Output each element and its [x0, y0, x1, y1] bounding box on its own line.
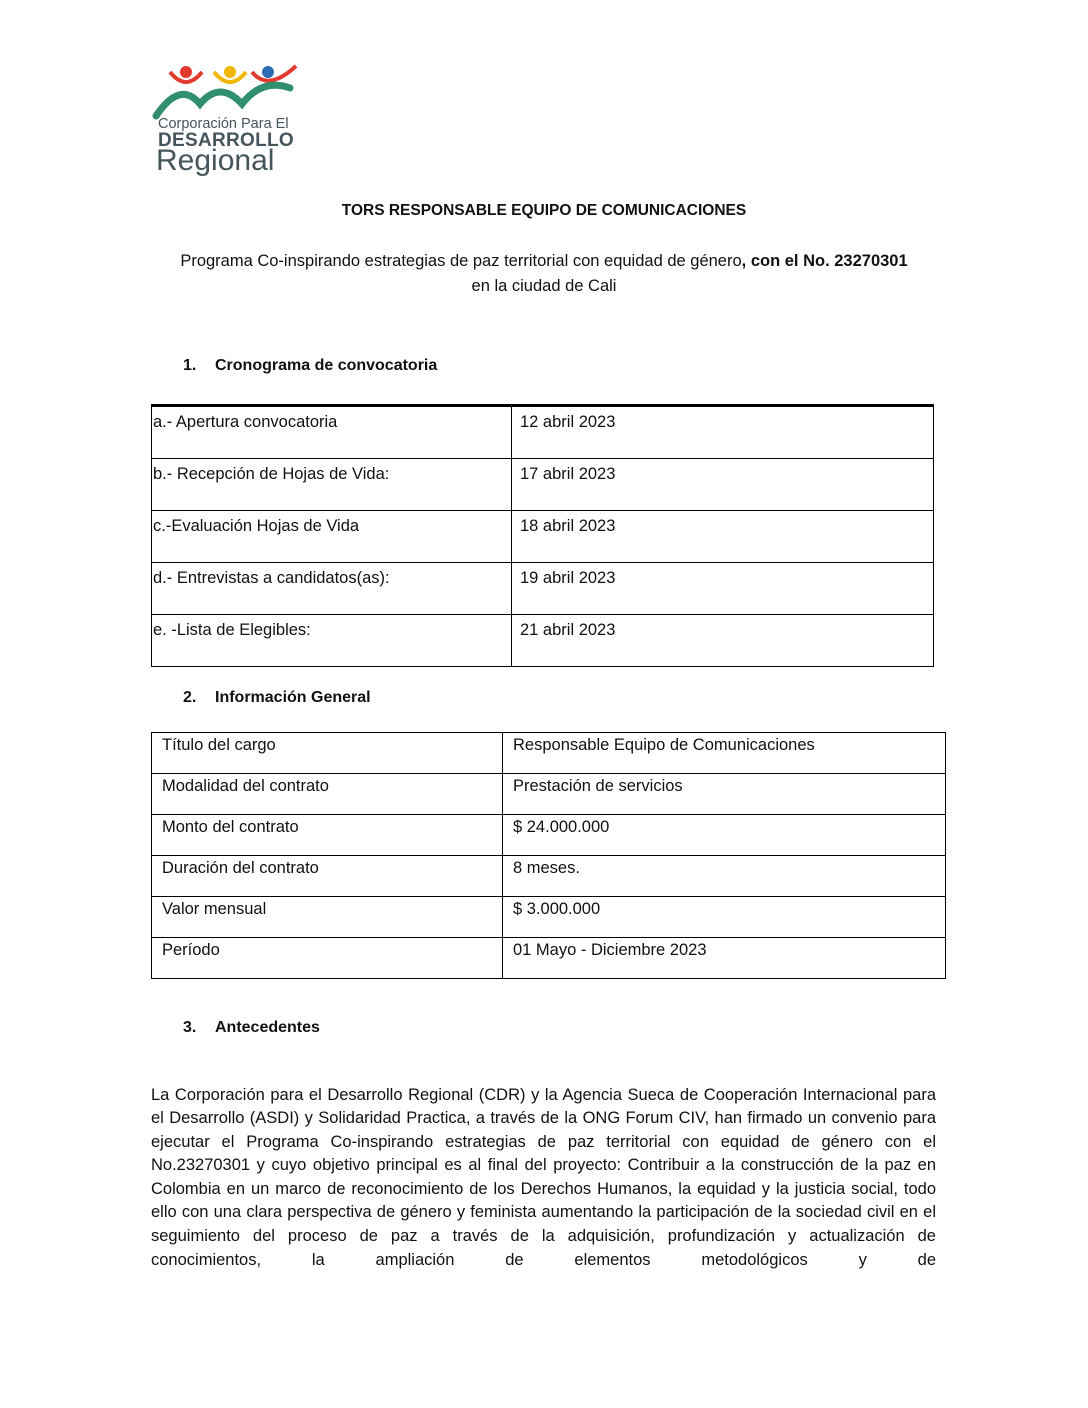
- logo-text-line2: DESARROLLO: [158, 130, 294, 151]
- subtitle-program: Programa Co-inspirando estrategias de paz territorial con equidad de género: [180, 252, 742, 270]
- organization-logo: [150, 58, 310, 178]
- info-label: Período: [152, 938, 503, 979]
- section-number: 2.: [183, 689, 197, 706]
- table-row: [152, 815, 946, 856]
- info-label: Duración del contrato: [152, 856, 503, 897]
- table-row: [152, 406, 934, 459]
- section-heading-informacion: [183, 689, 371, 707]
- subtitle-city: en la ciudad de Cali: [471, 277, 617, 295]
- table-row: [152, 563, 934, 615]
- schedule-label: d.- Entrevistas a candidatos(as):: [152, 563, 512, 615]
- table-row: [152, 615, 934, 667]
- schedule-label: c.-Evaluación Hojas de Vida: [152, 511, 512, 563]
- table-row: [152, 511, 934, 563]
- schedule-date: 17 abril 2023: [512, 459, 934, 511]
- info-label: Monto del contrato: [152, 815, 503, 856]
- schedule-date: 19 abril 2023: [512, 563, 934, 615]
- schedule-label: e. -Lista de Elegibles:: [152, 615, 512, 667]
- table-row: [152, 733, 946, 774]
- info-value: 01 Mayo - Diciembre 2023: [503, 938, 946, 979]
- section-heading-cronograma: [183, 357, 437, 375]
- table-row: [152, 774, 946, 815]
- general-info-table: [151, 732, 946, 979]
- info-value: $ 24.000.000: [503, 815, 946, 856]
- schedule-table: [151, 404, 934, 667]
- schedule-label: b.- Recepción de Hojas de Vida:: [152, 459, 512, 511]
- section-title: Información General: [215, 689, 371, 706]
- section-number: 3.: [183, 1019, 197, 1036]
- section-number: 1.: [183, 357, 197, 374]
- table-row: [152, 459, 934, 511]
- info-value: $ 3.000.000: [503, 897, 946, 938]
- logo-text-line1: Corporación Para El: [158, 116, 289, 132]
- table-row: [152, 938, 946, 979]
- schedule-date: 12 abril 2023: [512, 406, 934, 459]
- schedule-label: a.- Apertura convocatoria: [152, 406, 512, 459]
- section-title: Antecedentes: [215, 1019, 320, 1036]
- info-label: Valor mensual: [152, 897, 503, 938]
- schedule-date: 18 abril 2023: [512, 511, 934, 563]
- info-label: Título del cargo: [152, 733, 503, 774]
- subtitle-program-number: , con el No. 23270301: [741, 252, 908, 270]
- section-heading-antecedentes: [183, 1019, 320, 1037]
- table-row: [152, 897, 946, 938]
- antecedentes-paragraph: La Corporación para el Desarrollo Regional (CDR) y la Agencia Sueca de Cooperación Internacional para el Desarrollo (ASDI) y Solidaridad Practica, a través de la ONG Forum CIV, han firmado un convenio para ejecutar el Programa Co-inspirando estrategias de paz territorial con equidad de género con el No.23270301 y cuyo objetivo principal es al final del proyecto: Contribuir a la construcción de la paz en Colombia en un marco de reconocimiento de los Derechos Humanos, la equidad y la justicia social, todo ello con una clara perspectiva de género y feminista aumentando la participación de la sociedad civil en el seguimiento del proceso de paz a través de la adquisición, profundización y actualización de conocimientos, la ampliación de elementos metodológicos y de: [151, 1085, 936, 1269]
- document-subtitle: [140, 249, 948, 299]
- info-label: Modalidad del contrato: [152, 774, 503, 815]
- info-value: Prestación de servicios: [503, 774, 946, 815]
- schedule-date: 21 abril 2023: [512, 615, 934, 667]
- table-row: [152, 856, 946, 897]
- logo-text-line3: Regional: [156, 144, 275, 177]
- info-value: Responsable Equipo de Comunicaciones: [503, 733, 946, 774]
- info-value: 8 meses.: [503, 856, 946, 897]
- document-title: TORS RESPONSABLE EQUIPO DE COMUNICACIONES: [341, 202, 747, 219]
- section-title: Cronograma de convocatoria: [215, 357, 438, 374]
